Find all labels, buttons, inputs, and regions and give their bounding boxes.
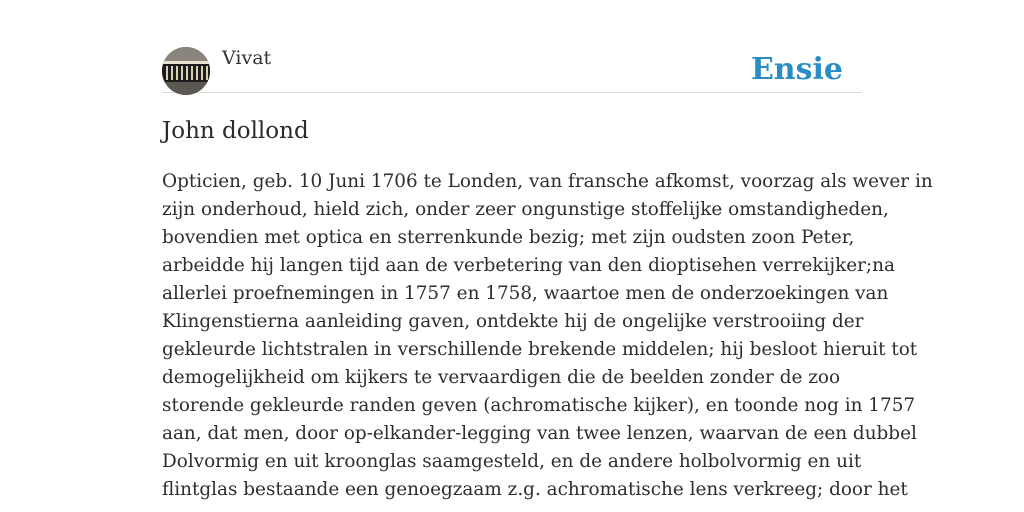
body-line: bovendien met optica en sterrenkunde bezig; met zijn oudsten zoon Peter, [162, 227, 855, 248]
brand-logo[interactable]: Ensie [750, 52, 843, 87]
page-header [162, 46, 862, 93]
bookshelf-avatar-icon[interactable] [162, 47, 210, 95]
body-line: flintglas bestaande een genoegzaam z.g. achromatische lens verkreeg; door het [162, 479, 908, 500]
body-line: arbeidde hij langen tijd aan de verbetering van den dioptisehen verrekijker;na [162, 255, 895, 276]
body-line: zijn onderhoud, hield zich, onder zeer ongunstige stoffelijke omstandigheden, [162, 199, 889, 220]
source-name[interactable]: Vivat [222, 47, 272, 69]
body-line: storende gekleurde randen geven (achromatische kijker), en toonde nog in 1757 [162, 395, 916, 416]
body-line: demogelijkheid om kijkers te vervaardigen die de beelden zonder de zoo [162, 367, 841, 388]
body-line: Dolvormig en uit kroonglas saamgesteld, en de andere holbolvormig en uit [162, 451, 862, 472]
body-line: allerlei proefnemingen in 1757 en 1758, waartoe men de onderzoekingen van [162, 283, 889, 304]
body-line: Opticien, geb. 10 Juni 1706 te Londen, van fransche afkomst, voorzag als wever in [162, 171, 933, 192]
body-line: Klingenstierna aanleiding gaven, ontdekte hij de ongelijke verstrooiing der [162, 311, 864, 332]
body-line: gekleurde lichtstralen in verschillende brekende middelen; hij besloot hieruit tot [162, 339, 918, 360]
body-line: aan, dat men, door op-elkander-legging van twee lenzen, waarvan de een dubbel [162, 423, 917, 444]
article-body [162, 168, 933, 504]
page-title: John dollond [162, 118, 309, 144]
